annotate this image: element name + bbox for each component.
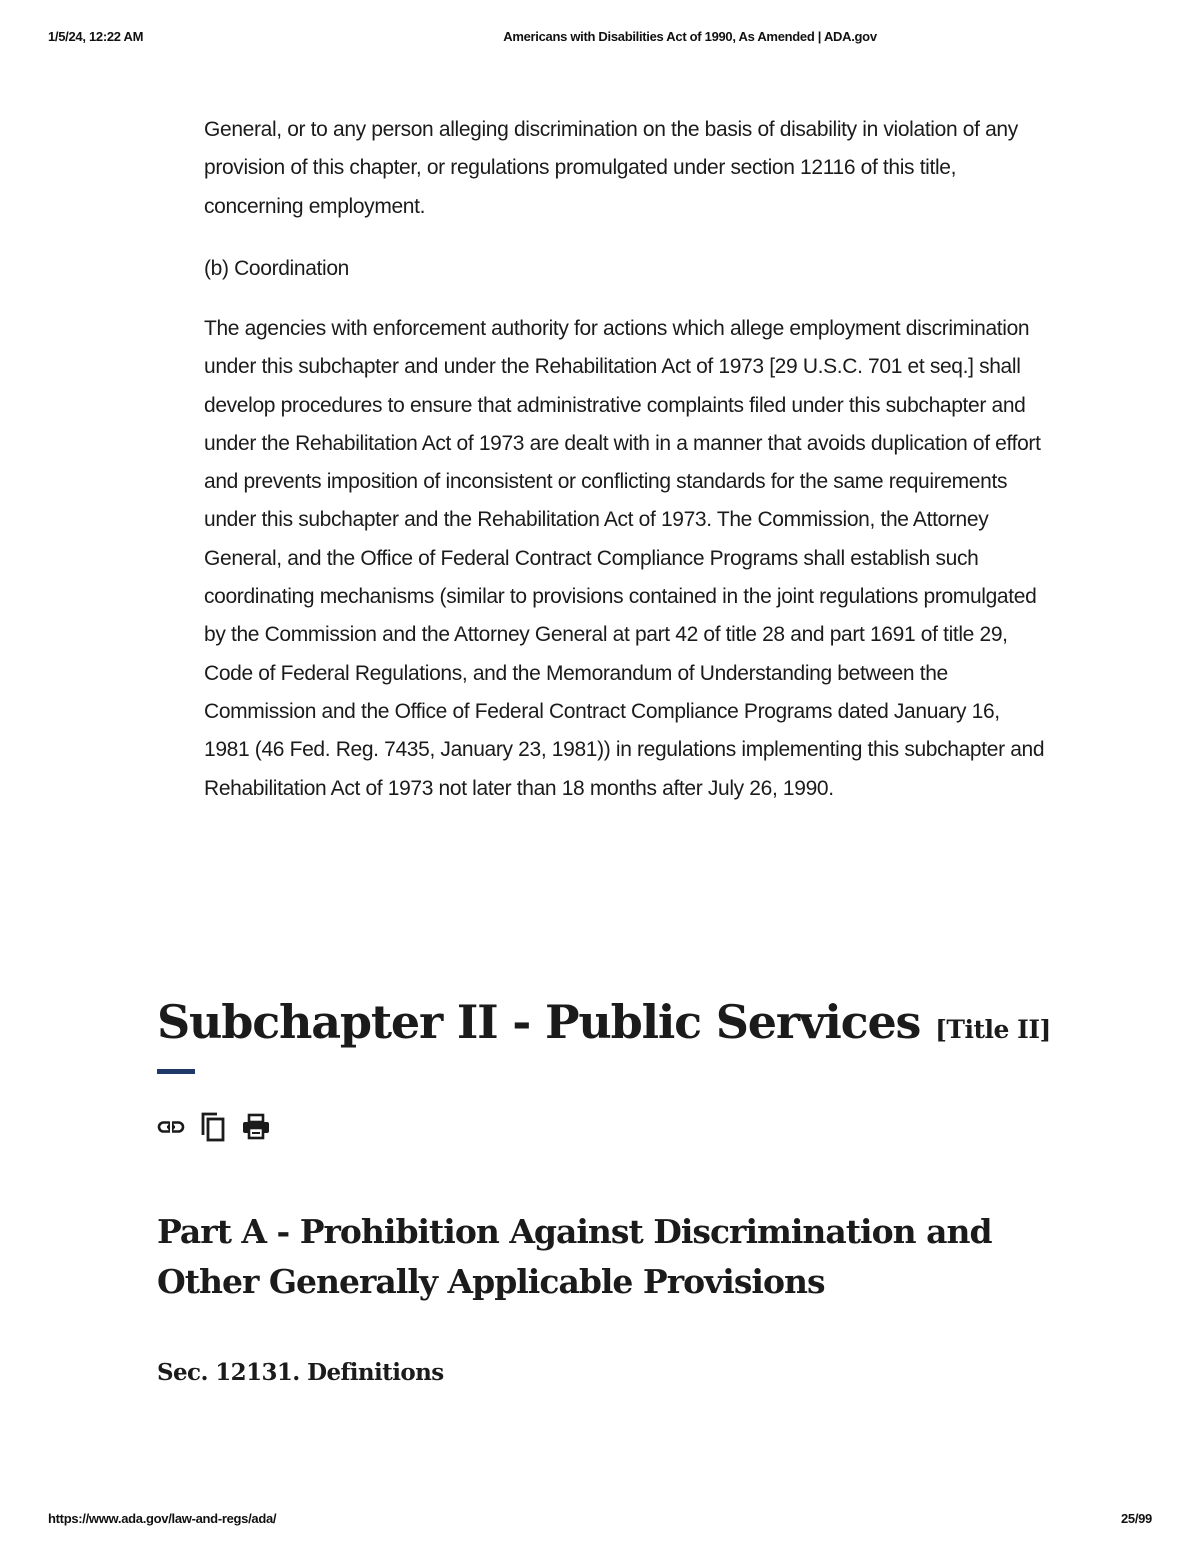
subchapter-title: Subchapter II - Public Services	[157, 995, 921, 1049]
print-page-number: 25/99	[1120, 1511, 1152, 1526]
print-url: https://www.ada.gov/law-and-regs/ada/	[48, 1511, 277, 1526]
link-icon	[157, 1119, 185, 1135]
copy-icon	[199, 1111, 227, 1143]
subchapter-heading	[157, 990, 1117, 1062]
print-datetime: 1/5/24, 12:22 AM	[48, 29, 144, 44]
part-a-heading: Part A - Prohibition Against Discrimination and Other Generally Applicable Provisions	[157, 1212, 992, 1301]
print-header	[0, 29, 1200, 49]
print-button[interactable]	[241, 1110, 277, 1144]
copy-link-button[interactable]	[157, 1110, 193, 1144]
print-page-title: Americans with Disabilities Act of 1990, As Amended | ADA.gov	[503, 29, 877, 44]
copy-text-button[interactable]	[199, 1110, 235, 1144]
share-toolbar	[157, 1110, 283, 1144]
printer-icon	[241, 1113, 271, 1141]
heading-accent-bar	[157, 1069, 195, 1074]
paragraph-continued: General, or to any person alleging discrimination on the basis of disability in violation of any provision of this chapter, or regulations promulgated under section 12116 of this title, concerning employment.	[204, 118, 1018, 218]
print-footer	[0, 1511, 1200, 1531]
paragraph-coordination: The agencies with enforcement authority for actions which allege employment discrimination under this subchapter and under the Rehabilitation Act of 1973 [29 U.S.C. 701 et seq.] shall develop procedures to ensure that administrative complaints filed under this subchapter and under the Rehabilitation Act of 1973 are dealt with in a manner that avoids duplication of effort and prevents imposition of inconsistent or conflicting standards for the same requirements under this subchapter and the Rehabilitation Act of 1973. The Commission, the Attorney General, and the Office of Federal Contract Compliance Programs shall establish such coordinating mechanisms (similar to provisions contained in the joint regulations promulgated by the Commission and the Attorney General at part 42 of title 28 and part 1691 of title 29, Code of Federal Regulations, and the Memorandum of Understanding between the Commission and the Office of Federal Contract Compliance Programs dated January 16, 1981 (46 Fed. Reg. 7435, January 23, 1981)) in regulations implementing this subchapter and Rehabilitation Act of 1973 not later than 18 months after July 26, 1990.	[204, 317, 1045, 800]
subchapter-title-suffix: [Title II]	[935, 1015, 1051, 1044]
subsection-heading-coordination: (b) Coordination	[204, 257, 349, 280]
section-heading: Sec. 12131. Definitions	[157, 1359, 444, 1386]
